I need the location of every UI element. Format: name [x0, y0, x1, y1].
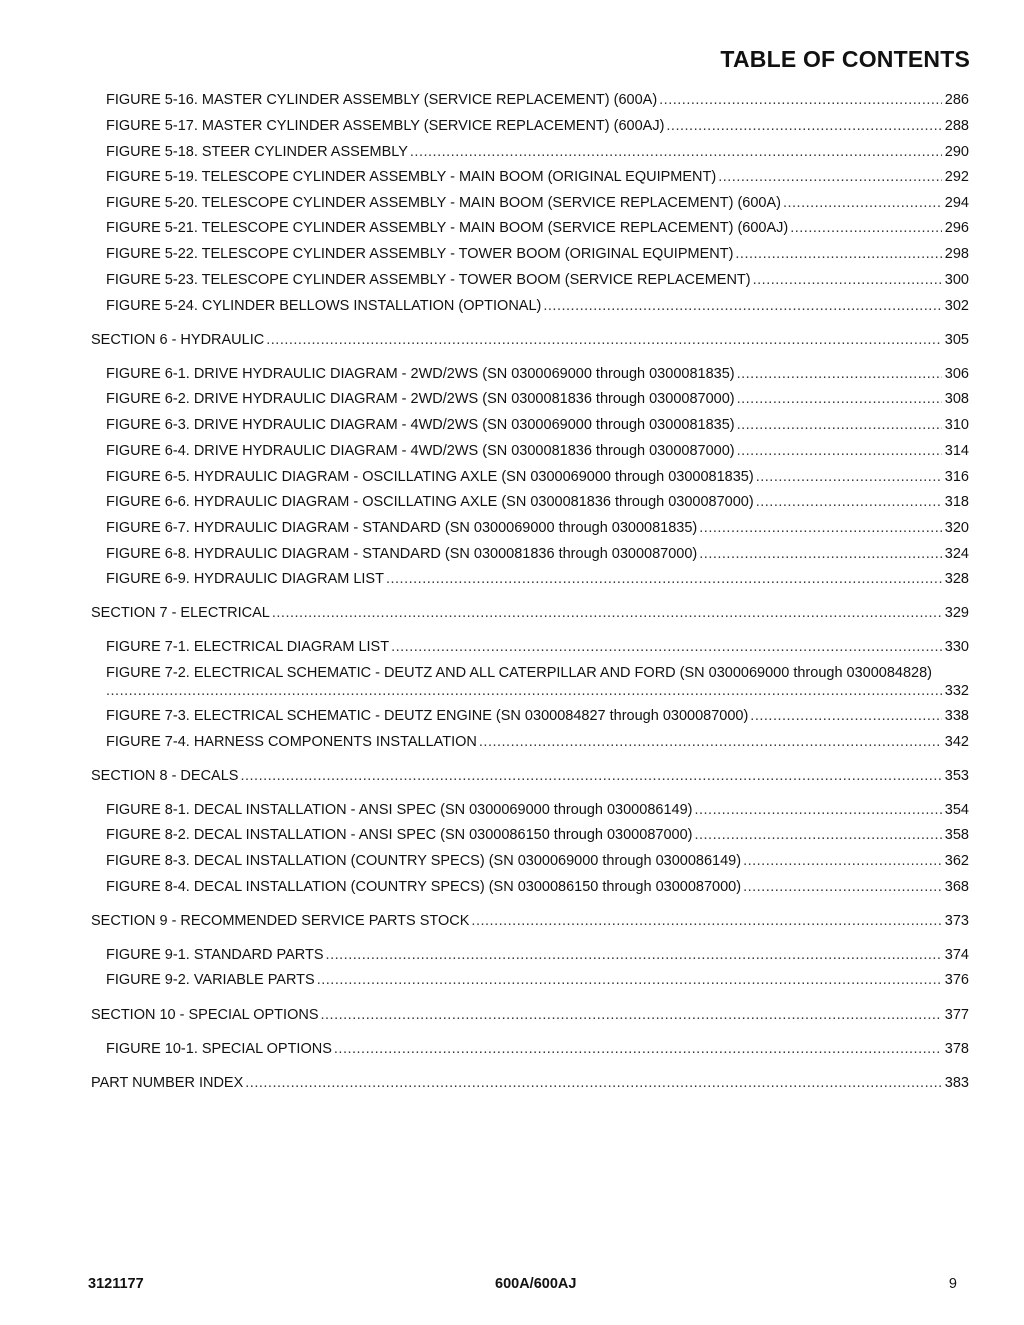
entry-page: 290 — [944, 144, 969, 160]
section-page: 383 — [944, 1075, 969, 1091]
entry-text: FIGURE 6-4. DRIVE HYDRAULIC DIAGRAM - 4WD/2WS (SN 0300081836 through 0300087000) — [106, 443, 735, 459]
dot-leader — [326, 943, 942, 967]
section-page: 305 — [944, 332, 969, 348]
toc-entry[interactable] — [0, 216, 1024, 240]
dot-leader — [410, 140, 942, 164]
section-page: 329 — [944, 605, 969, 621]
dot-leader — [240, 764, 941, 788]
toc-section[interactable] — [0, 1003, 1024, 1027]
toc-entry[interactable] — [0, 362, 1024, 386]
toc-entry[interactable] — [0, 439, 1024, 463]
entry-page: 354 — [944, 802, 969, 818]
dot-leader — [699, 542, 942, 566]
entry-text: FIGURE 7-1. ELECTRICAL DIAGRAM LIST — [106, 639, 390, 655]
entry-text: FIGURE 9-1. STANDARD PARTS — [106, 947, 324, 963]
dot-leader — [272, 601, 942, 625]
entry-text: FIGURE 5-22. TELESCOPE CYLINDER ASSEMBLY - TOWER BOOM (ORIGINAL EQUIPMENT) — [106, 246, 734, 262]
dot-leader — [737, 439, 942, 463]
section-text: SECTION 6 - HYDRAULIC — [91, 332, 265, 348]
page-title: TABLE OF CONTENTS — [720, 46, 970, 72]
entry-text: FIGURE 7-4. HARNESS COMPONENTS INSTALLATION — [106, 734, 477, 750]
entry-page: 338 — [944, 708, 969, 724]
entry-text: FIGURE 6-3. DRIVE HYDRAULIC DIAGRAM - 4WD/2WS (SN 0300069000 through 0300081835) — [106, 417, 735, 433]
dot-leader — [737, 362, 942, 386]
dot-leader — [659, 88, 942, 112]
toc-entry[interactable] — [0, 968, 1024, 992]
entry-page: 328 — [944, 571, 969, 587]
toc-section[interactable] — [0, 328, 1024, 352]
section-text: PART NUMBER INDEX — [91, 1075, 244, 1091]
dot-leader — [245, 1071, 942, 1095]
entry-page: 314 — [944, 443, 969, 459]
entry-page: 324 — [944, 546, 969, 562]
entry-page: 342 — [944, 734, 969, 750]
toc-section[interactable] — [0, 601, 1024, 625]
entry-page: 332 — [944, 683, 969, 699]
dot-leader — [750, 704, 942, 728]
entry-text: FIGURE 5-23. TELESCOPE CYLINDER ASSEMBLY - TOWER BOOM (SERVICE REPLACEMENT) — [106, 272, 751, 288]
toc-entry[interactable] — [0, 661, 1024, 703]
dot-leader — [753, 268, 942, 292]
dot-leader — [334, 1037, 942, 1061]
entry-page: 296 — [944, 220, 969, 236]
toc-entry[interactable] — [0, 635, 1024, 659]
dot-leader — [790, 216, 942, 240]
entry-page: 294 — [944, 195, 969, 211]
entry-page: 318 — [944, 494, 969, 510]
entry-text: FIGURE 8-3. DECAL INSTALLATION (COUNTRY SPECS) (SN 0300069000 through 0300086149) — [106, 853, 742, 869]
section-page: 373 — [944, 913, 969, 929]
dot-leader — [694, 798, 941, 822]
section-page: 353 — [944, 768, 969, 784]
dot-leader — [735, 242, 941, 266]
entry-text: FIGURE 6-2. DRIVE HYDRAULIC DIAGRAM - 2WD/2WS (SN 0300081836 through 0300087000) — [106, 391, 735, 407]
entry-page: 288 — [944, 118, 969, 134]
toc-entry[interactable] — [0, 114, 1024, 138]
entry-text: FIGURE 7-2. ELECTRICAL SCHEMATIC - DEUTZ AND ALL CATERPILLAR AND FORD (SN 0300069000 through 0300084828) — [106, 665, 933, 681]
section-text: SECTION 8 - DECALS — [91, 768, 239, 784]
entry-text: FIGURE 5-17. MASTER CYLINDER ASSEMBLY (SERVICE REPLACEMENT) (600AJ) — [106, 118, 665, 134]
entry-page: 368 — [944, 879, 969, 895]
section-text: SECTION 7 - ELECTRICAL — [91, 605, 270, 621]
entry-text: FIGURE 6-8. HYDRAULIC DIAGRAM - STANDARD (SN 0300081836 through 0300087000) — [106, 546, 698, 562]
footer-model: 600A/600AJ — [495, 1276, 577, 1292]
footer-page-number: 9 — [948, 1276, 957, 1292]
toc-entry[interactable] — [0, 465, 1024, 489]
entry-text: FIGURE 9-2. VARIABLE PARTS — [106, 972, 315, 988]
entry-page: 374 — [944, 947, 969, 963]
toc-entry[interactable] — [0, 875, 1024, 899]
dot-leader — [106, 679, 942, 703]
dot-leader — [266, 328, 942, 352]
toc-entry[interactable] — [0, 542, 1024, 566]
entry-text: FIGURE 7-3. ELECTRICAL SCHEMATIC - DEUTZ ENGINE (SN 0300084827 through 0300087000) — [106, 708, 749, 724]
toc-entry[interactable] — [0, 704, 1024, 728]
entry-text: FIGURE 8-1. DECAL INSTALLATION - ANSI SPEC (SN 0300069000 through 0300086149) — [106, 802, 693, 818]
entry-page: 358 — [944, 827, 969, 843]
dot-leader — [699, 516, 942, 540]
entry-page: 302 — [944, 298, 969, 314]
entry-text: FIGURE 5-20. TELESCOPE CYLINDER ASSEMBLY - MAIN BOOM (SERVICE REPLACEMENT) (600A) — [106, 195, 781, 211]
toc-entry[interactable] — [0, 88, 1024, 112]
entry-page: 300 — [944, 272, 969, 288]
toc-entry[interactable] — [0, 849, 1024, 873]
dot-leader — [666, 114, 941, 138]
section-page: 377 — [944, 1007, 969, 1023]
entry-text: FIGURE 10-1. SPECIAL OPTIONS — [106, 1041, 332, 1057]
entry-text: FIGURE 8-2. DECAL INSTALLATION - ANSI SPEC (SN 0300086150 through 0300087000) — [106, 827, 693, 843]
entry-text: FIGURE 6-7. HYDRAULIC DIAGRAM - STANDARD (SN 0300069000 through 0300081835) — [106, 520, 698, 536]
toc-entry[interactable] — [0, 798, 1024, 822]
toc-entry[interactable] — [0, 413, 1024, 437]
toc-entry[interactable] — [0, 242, 1024, 266]
section-text: SECTION 9 - RECOMMENDED SERVICE PARTS STOCK — [91, 913, 470, 929]
toc-entry[interactable] — [0, 730, 1024, 754]
entry-text: FIGURE 6-6. HYDRAULIC DIAGRAM - OSCILLATING AXLE (SN 0300081836 through 0300087000) — [106, 494, 754, 510]
dot-leader — [756, 465, 942, 489]
dot-leader — [479, 730, 942, 754]
entry-text: FIGURE 5-21. TELESCOPE CYLINDER ASSEMBLY - MAIN BOOM (SERVICE REPLACEMENT) (600AJ) — [106, 220, 789, 236]
dot-leader — [737, 387, 942, 411]
entry-page: 298 — [944, 246, 969, 262]
entry-page: 286 — [944, 92, 969, 108]
dot-leader — [743, 849, 942, 873]
toc-entry[interactable] — [0, 294, 1024, 318]
dot-leader — [694, 823, 941, 847]
toc-entry[interactable] — [0, 387, 1024, 411]
footer-doc-number: 3121177 — [88, 1276, 144, 1292]
toc-entry[interactable] — [0, 943, 1024, 967]
entry-text: FIGURE 5-16. MASTER CYLINDER ASSEMBLY (SERVICE REPLACEMENT) (600A) — [106, 92, 658, 108]
entry-text: FIGURE 6-5. HYDRAULIC DIAGRAM - OSCILLATING AXLE (SN 0300069000 through 0300081835) — [106, 469, 754, 485]
toc-entry[interactable] — [0, 567, 1024, 591]
dot-leader — [471, 909, 941, 933]
dot-leader — [718, 165, 942, 189]
entry-page: 330 — [944, 639, 969, 655]
entry-page: 292 — [944, 169, 969, 185]
toc-entry[interactable] — [0, 823, 1024, 847]
entry-page: 310 — [944, 417, 969, 433]
toc-entry[interactable] — [0, 191, 1024, 215]
entry-text: FIGURE 8-4. DECAL INSTALLATION (COUNTRY SPECS) (SN 0300086150 through 0300087000) — [106, 879, 742, 895]
toc-entry[interactable] — [0, 140, 1024, 164]
dot-leader — [737, 413, 942, 437]
dot-leader — [317, 968, 942, 992]
dot-leader — [386, 567, 942, 591]
dot-leader — [756, 490, 942, 514]
dot-leader — [743, 875, 942, 899]
dot-leader — [783, 191, 942, 215]
entry-page: 378 — [944, 1041, 969, 1057]
toc-entry[interactable] — [0, 165, 1024, 189]
entry-text: FIGURE 6-1. DRIVE HYDRAULIC DIAGRAM - 2WD/2WS (SN 0300069000 through 0300081835) — [106, 366, 735, 382]
entry-page: 306 — [944, 366, 969, 382]
toc-section[interactable] — [0, 1071, 1024, 1095]
dot-leader — [391, 635, 942, 659]
toc-entry[interactable] — [0, 268, 1024, 292]
dot-leader — [543, 294, 941, 318]
entry-text: FIGURE 6-9. HYDRAULIC DIAGRAM LIST — [106, 571, 384, 587]
entry-text: FIGURE 5-24. CYLINDER BELLOWS INSTALLATION (OPTIONAL) — [106, 298, 542, 314]
entry-page: 362 — [944, 853, 969, 869]
toc-section[interactable] — [0, 764, 1024, 788]
entry-page: 320 — [944, 520, 969, 536]
toc-entry[interactable] — [0, 1037, 1024, 1061]
entry-page: 308 — [944, 391, 969, 407]
toc-section[interactable] — [0, 909, 1024, 933]
entry-page: 316 — [944, 469, 969, 485]
entry-page: 376 — [944, 972, 969, 988]
toc-entry[interactable] — [0, 516, 1024, 540]
entry-text: FIGURE 5-19. TELESCOPE CYLINDER ASSEMBLY - MAIN BOOM (ORIGINAL EQUIPMENT) — [106, 169, 717, 185]
dot-leader — [321, 1003, 942, 1027]
toc-entry[interactable] — [0, 490, 1024, 514]
section-text: SECTION 10 - SPECIAL OPTIONS — [91, 1007, 319, 1023]
entry-text: FIGURE 5-18. STEER CYLINDER ASSEMBLY — [106, 144, 408, 160]
